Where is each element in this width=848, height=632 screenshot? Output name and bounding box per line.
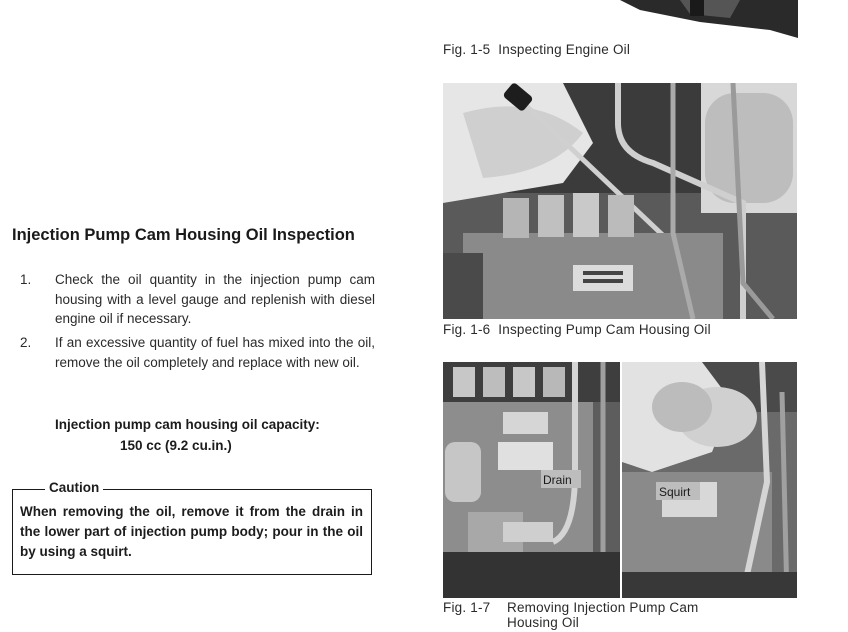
squirt-label: Squirt [659,485,691,499]
squirt-photo [622,362,797,598]
step-1-number: 1. [20,272,32,287]
drain-photo [443,362,620,598]
step-1 [20,270,375,330]
fig-1-7-caption-text: Removing Injection Pump Cam Housing Oil [507,600,699,630]
capacity-value: 150 cc (9.2 cu.in.) [120,438,232,453]
step-1-text: Check the oil quantity in the injection pump cam housing with a level gauge and replenish with diesel engine oil if necessary. [55,272,375,326]
capacity-label: Injection pump cam housing oil capacity: [55,417,320,432]
step-2-number: 2. [20,335,32,350]
fig-1-6-caption: Fig. 1-6 Inspecting Pump Cam Housing Oil [443,322,711,337]
caution-title: Caution [45,480,103,495]
drain-label: Drain [543,473,572,487]
engine-oil-photo [580,0,798,38]
fig-1-7-caption: Fig. 1-7 [443,600,491,615]
section-title: Injection Pump Cam Housing Oil Inspection [12,226,355,244]
step-2-text: If an excessive quantity of fuel has mixed into the oil, remove the oil completely and replace with new oil. [55,335,375,370]
pump-cam-housing-photo [443,83,797,319]
fig-1-5-caption: Fig. 1-5 Inspecting Engine Oil [443,42,631,57]
caution-text: When removing the oil, remove it from the drain in the lower part of injection pump body; pour in the oil by using a squirt. [20,504,363,559]
step-2 [20,333,375,393]
